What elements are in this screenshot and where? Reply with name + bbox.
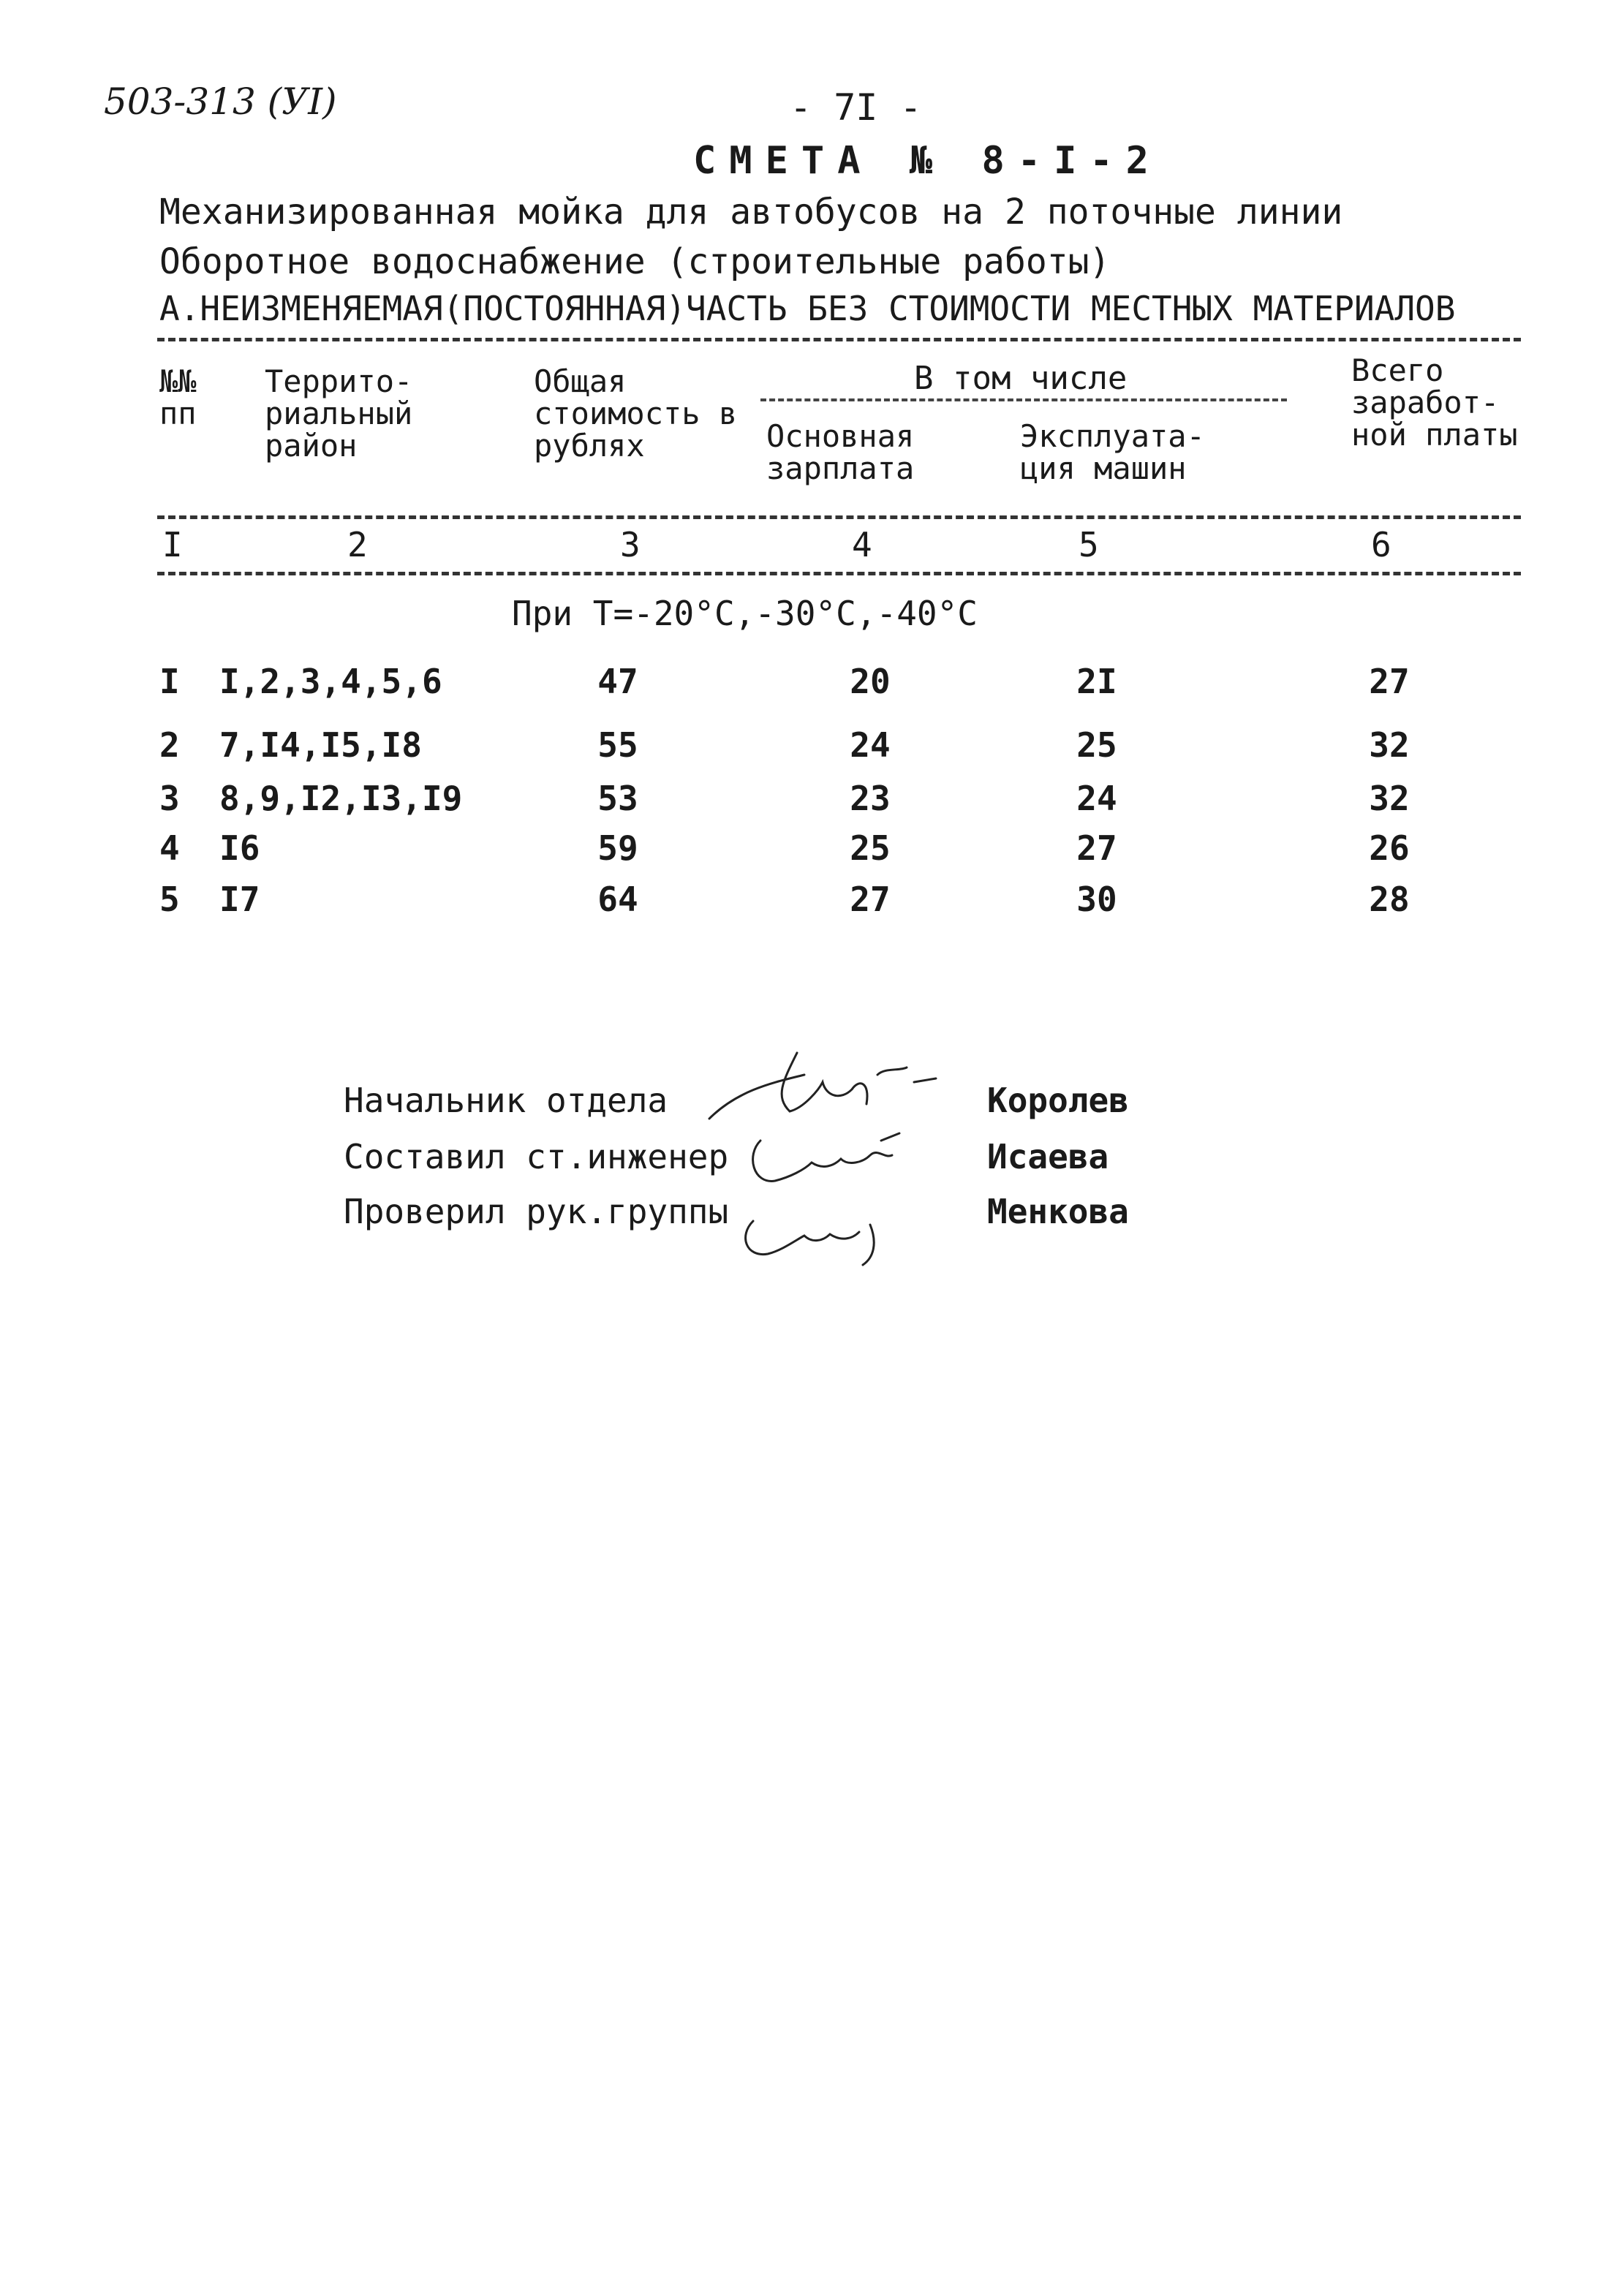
header-base-wage: Основная зарплата (766, 418, 915, 486)
header-including: В том числе (914, 360, 1128, 397)
handwritten-signatures (695, 1038, 987, 1272)
row-total-pay: 27 (1369, 662, 1410, 701)
header-machine-operation: Эксплуата- ция машин (1020, 418, 1205, 486)
page-number: - 7I - (790, 86, 922, 129)
row-base-wage: 27 (850, 880, 891, 919)
row-total-pay: 26 (1369, 828, 1410, 868)
column-numbers-rule (157, 572, 1521, 575)
column-number-2: 2 (347, 525, 368, 564)
row-base-wage: 25 (850, 828, 891, 868)
document-code: 503-313 (УI) (104, 80, 337, 123)
row-number: 4 (159, 828, 180, 868)
table-row (0, 880, 1624, 931)
row-total-cost: 47 (597, 662, 638, 701)
row-machine-operation: 24 (1076, 779, 1117, 818)
column-number-3: 3 (620, 525, 641, 564)
row-machine-operation: 25 (1076, 725, 1117, 765)
row-base-wage: 23 (850, 779, 891, 818)
row-district: I,2,3,4,5,6 (219, 662, 442, 701)
row-district: I7 (219, 880, 260, 919)
row-total-pay: 32 (1369, 779, 1410, 818)
signature-role-compiler: Составил ст.инженер (344, 1137, 729, 1176)
signature-role-head: Начальник отдела (344, 1081, 668, 1120)
row-machine-operation: 30 (1076, 880, 1117, 919)
row-district: 8,9,I2,I3,I9 (219, 779, 463, 818)
column-number-5: 5 (1079, 525, 1099, 564)
table-row (0, 662, 1624, 713)
row-number: 5 (159, 880, 180, 919)
signature-name-checker: Менкова (987, 1192, 1129, 1231)
row-number: 3 (159, 779, 180, 818)
header-sub-rule (760, 398, 1287, 401)
signature-name-compiler: Исаева (987, 1137, 1109, 1176)
row-base-wage: 24 (850, 725, 891, 765)
column-number-6: 6 (1371, 525, 1391, 564)
row-total-pay: 32 (1369, 725, 1410, 765)
row-machine-operation: 27 (1076, 828, 1117, 868)
row-total-cost: 64 (597, 880, 638, 919)
row-number: 2 (159, 725, 180, 765)
column-number-4: 4 (852, 525, 872, 564)
document-title: СМЕТА № 8-I-2 (693, 139, 1162, 183)
section-title: А.НЕИЗМЕНЯЕМАЯ(ПОСТОЯННАЯ)ЧАСТЬ БЕЗ СТОИМОСТИ МЕСТНЫХ МАТЕРИАЛОВ (159, 289, 1456, 328)
row-district: I6 (219, 828, 260, 868)
row-total-cost: 55 (597, 725, 638, 765)
row-total-pay: 28 (1369, 880, 1410, 919)
row-base-wage: 20 (850, 662, 891, 701)
header-num: №№ пп (159, 363, 197, 431)
row-total-cost: 59 (597, 828, 638, 868)
table-row (0, 779, 1624, 830)
temperature-condition: При Т=-20°С,-30°С,-40°С (512, 594, 978, 633)
signature-role-checker: Проверил рук.группы (344, 1192, 729, 1231)
header-total-pay: Всего заработ- ной платы (1351, 352, 1518, 453)
header-district: Террито- риальный район (265, 363, 413, 464)
table-row (0, 828, 1624, 880)
signature-name-head: Королев (987, 1081, 1129, 1120)
header-total-cost: Общая стоимость в рублях (534, 363, 738, 464)
row-machine-operation: 2I (1076, 662, 1117, 701)
column-number-1: I (162, 525, 183, 564)
row-total-cost: 53 (597, 779, 638, 818)
object-name: Механизированная мойка для автобусов на 2 поточные линии (159, 192, 1343, 233)
table-row (0, 725, 1624, 776)
work-type: Оборотное водоснабжение (строительные работы) (159, 241, 1111, 282)
row-district: 7,I4,I5,I8 (219, 725, 422, 765)
header-bottom-rule (157, 515, 1521, 519)
row-number: I (159, 662, 180, 701)
table-top-rule (157, 338, 1521, 341)
